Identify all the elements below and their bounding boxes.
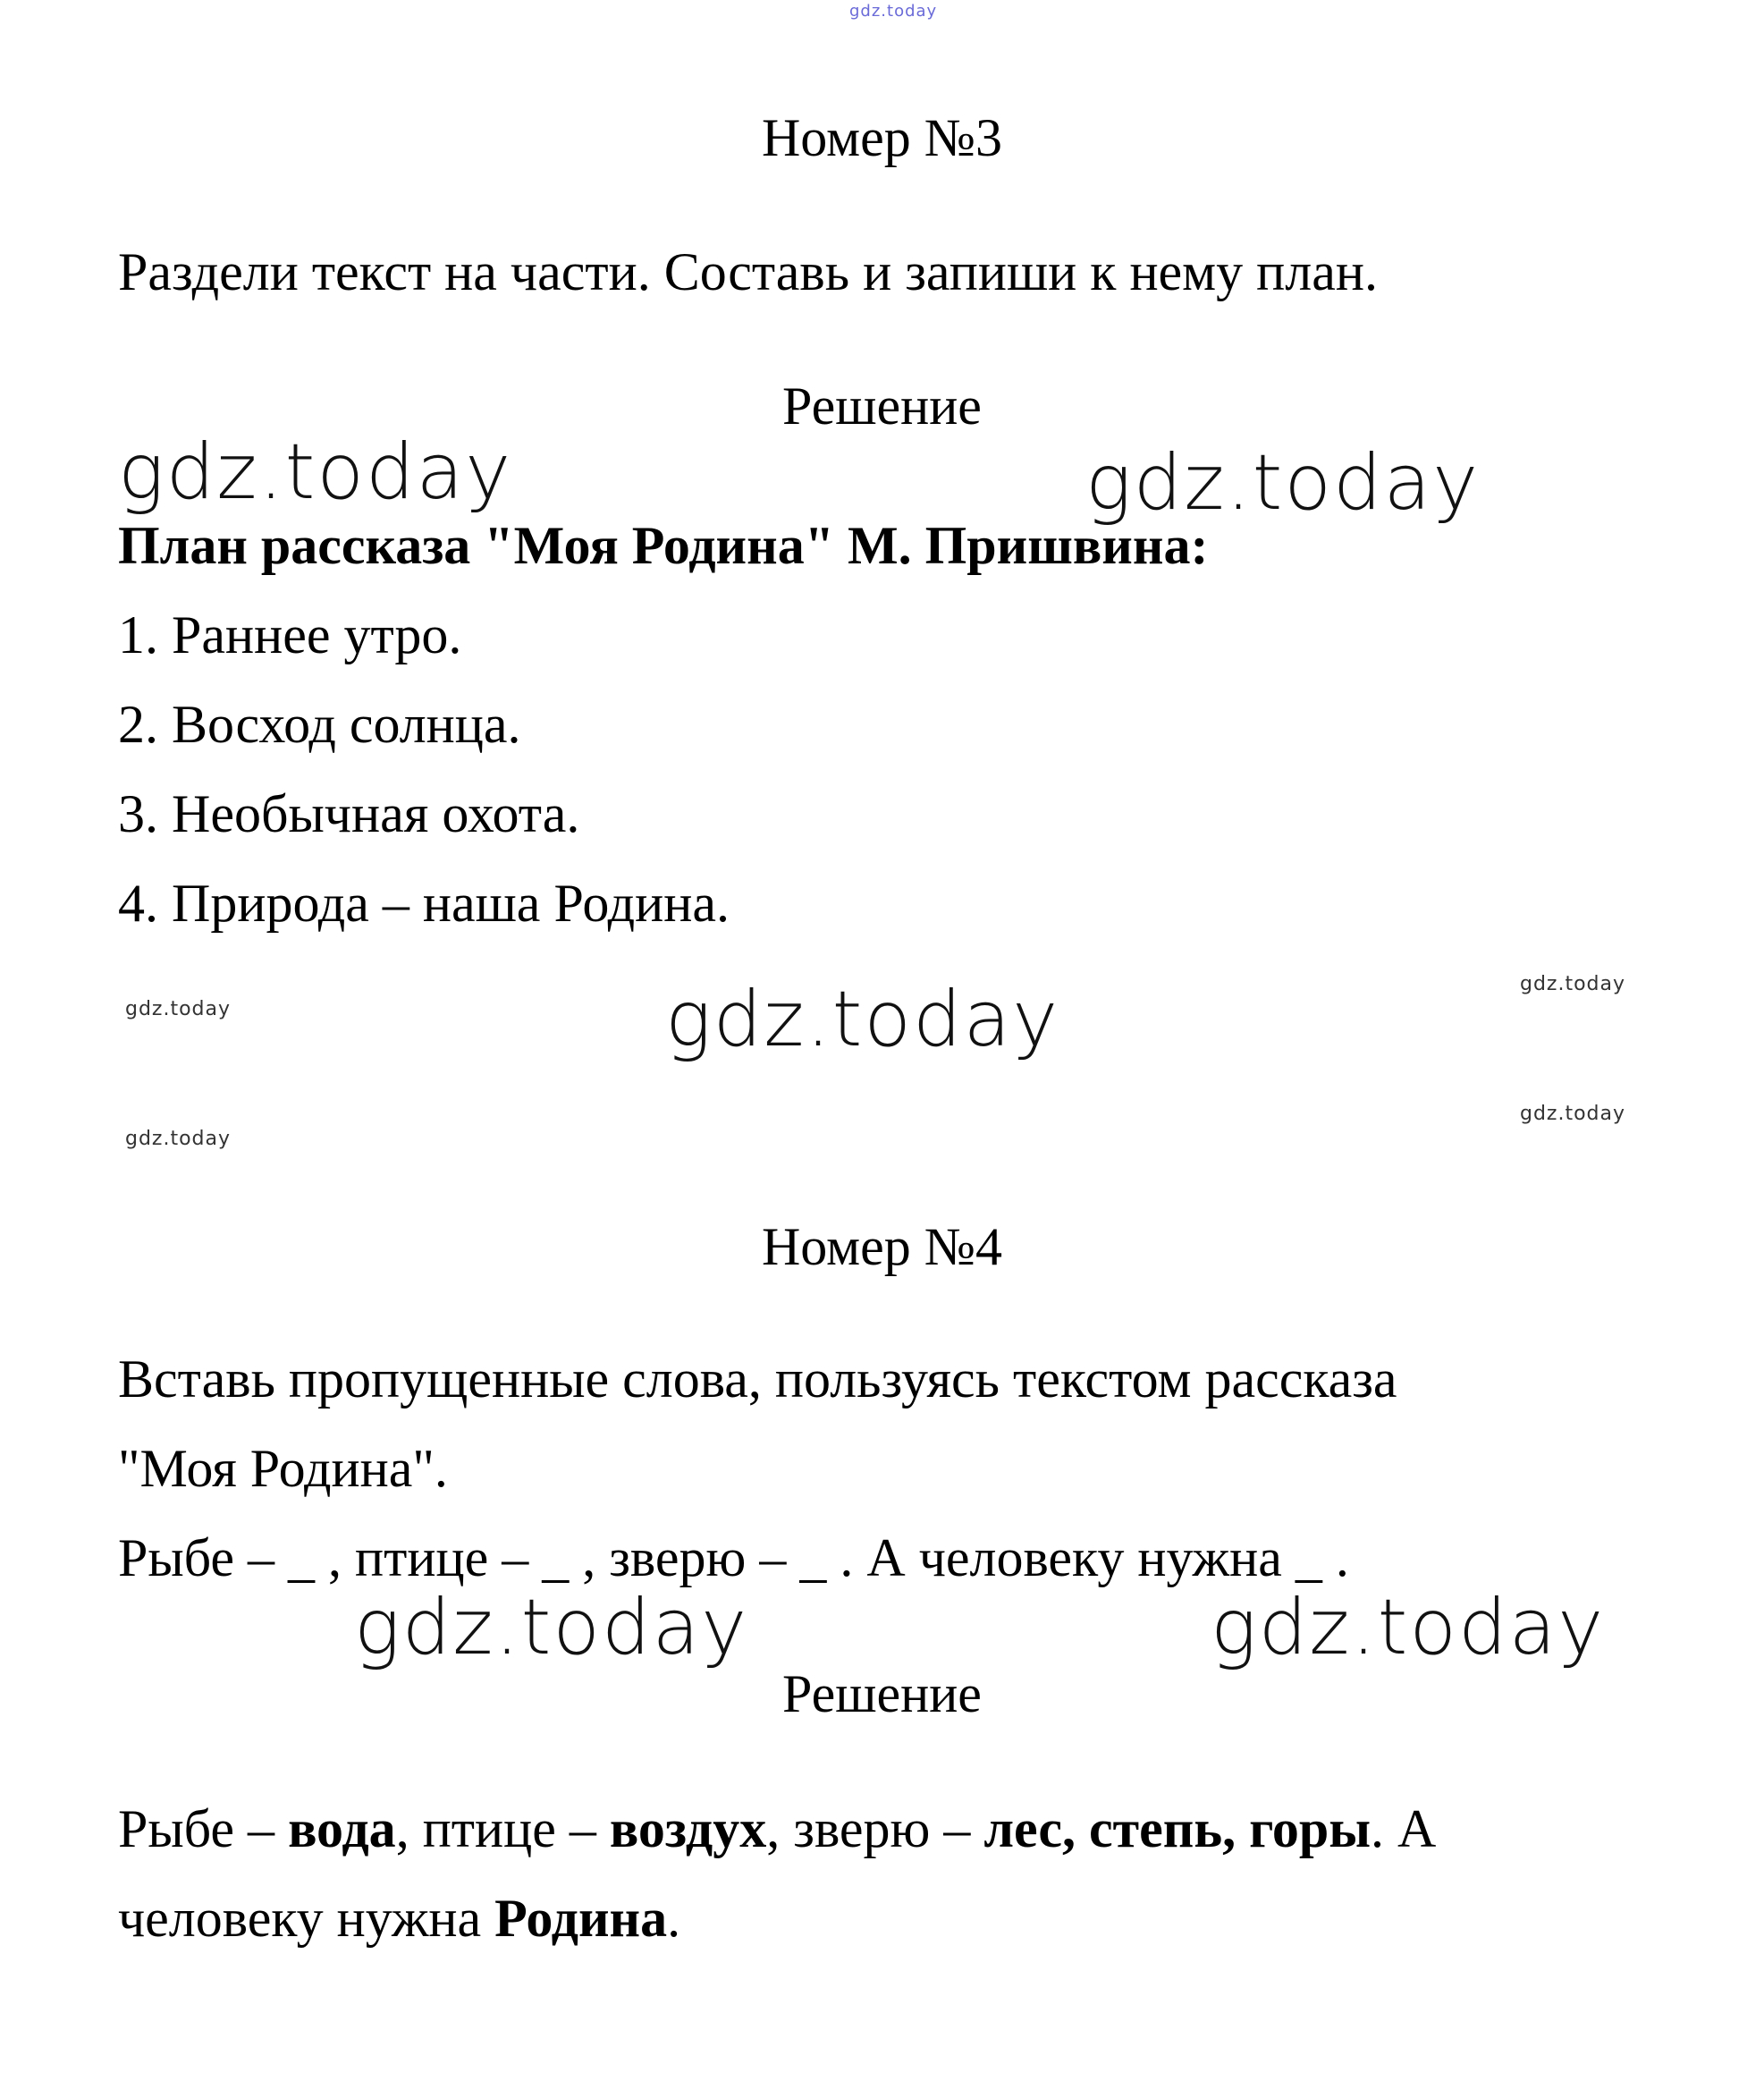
plan-item: 4. Природа – наша Родина. — [118, 874, 730, 933]
watermark-large: gdz.today — [1211, 1583, 1606, 1672]
watermark-small: gdz.today — [1520, 973, 1626, 995]
answer-text: , птице – — [395, 1799, 610, 1858]
task3-heading: Номер №3 — [761, 108, 1003, 167]
answer-text: человеку нужна — [118, 1889, 495, 1948]
watermark-top: gdz.today — [849, 2, 938, 21]
plan-title: План рассказа "Моя Родина" М. Пришвина: — [118, 516, 1209, 575]
answer-text: . — [667, 1889, 681, 1948]
watermark-small: gdz.today — [125, 998, 232, 1020]
task4-answer-line1 — [118, 1784, 1436, 1874]
watermark-small: gdz.today — [125, 1128, 232, 1150]
watermark-large: gdz.today — [354, 1583, 749, 1672]
task4-heading: Номер №4 — [761, 1217, 1003, 1276]
task3-solution-label: Решение — [782, 376, 982, 436]
watermark-large: gdz.today — [665, 975, 1060, 1064]
answer-text: Рыбе – — [118, 1799, 289, 1858]
answer-bold: воздух — [609, 1799, 767, 1858]
task4-answer-line2 — [118, 1874, 680, 1963]
task4-exercise: Рыбе – _ , птице – _ , зверю – _ . А человеку нужна _ . — [118, 1528, 1349, 1587]
answer-text: , зверю – — [766, 1799, 984, 1858]
task3-instruction: Раздели текст на части. Составь и запиши к нему план. — [118, 242, 1378, 301]
watermark-large: gdz.today — [118, 427, 513, 517]
plan-item: 3. Необычная охота. — [118, 784, 580, 843]
plan-item: 2. Восход солнца. — [118, 695, 521, 754]
answer-bold: Родина — [494, 1889, 668, 1948]
task4-instruction: Вставь пропущенные слова, пользуясь текстом рассказа — [118, 1349, 1397, 1408]
task4-solution-label: Решение — [782, 1664, 982, 1723]
answer-bold: вода — [288, 1799, 396, 1858]
plan-item: 1. Раннее утро. — [118, 605, 462, 664]
watermark-large: gdz.today — [1085, 438, 1481, 528]
answer-text: . А — [1371, 1799, 1437, 1858]
answer-bold: лес, степь, горы — [983, 1799, 1372, 1858]
watermark-small: gdz.today — [1520, 1103, 1626, 1125]
task4-instruction: "Моя Родина". — [118, 1439, 448, 1498]
